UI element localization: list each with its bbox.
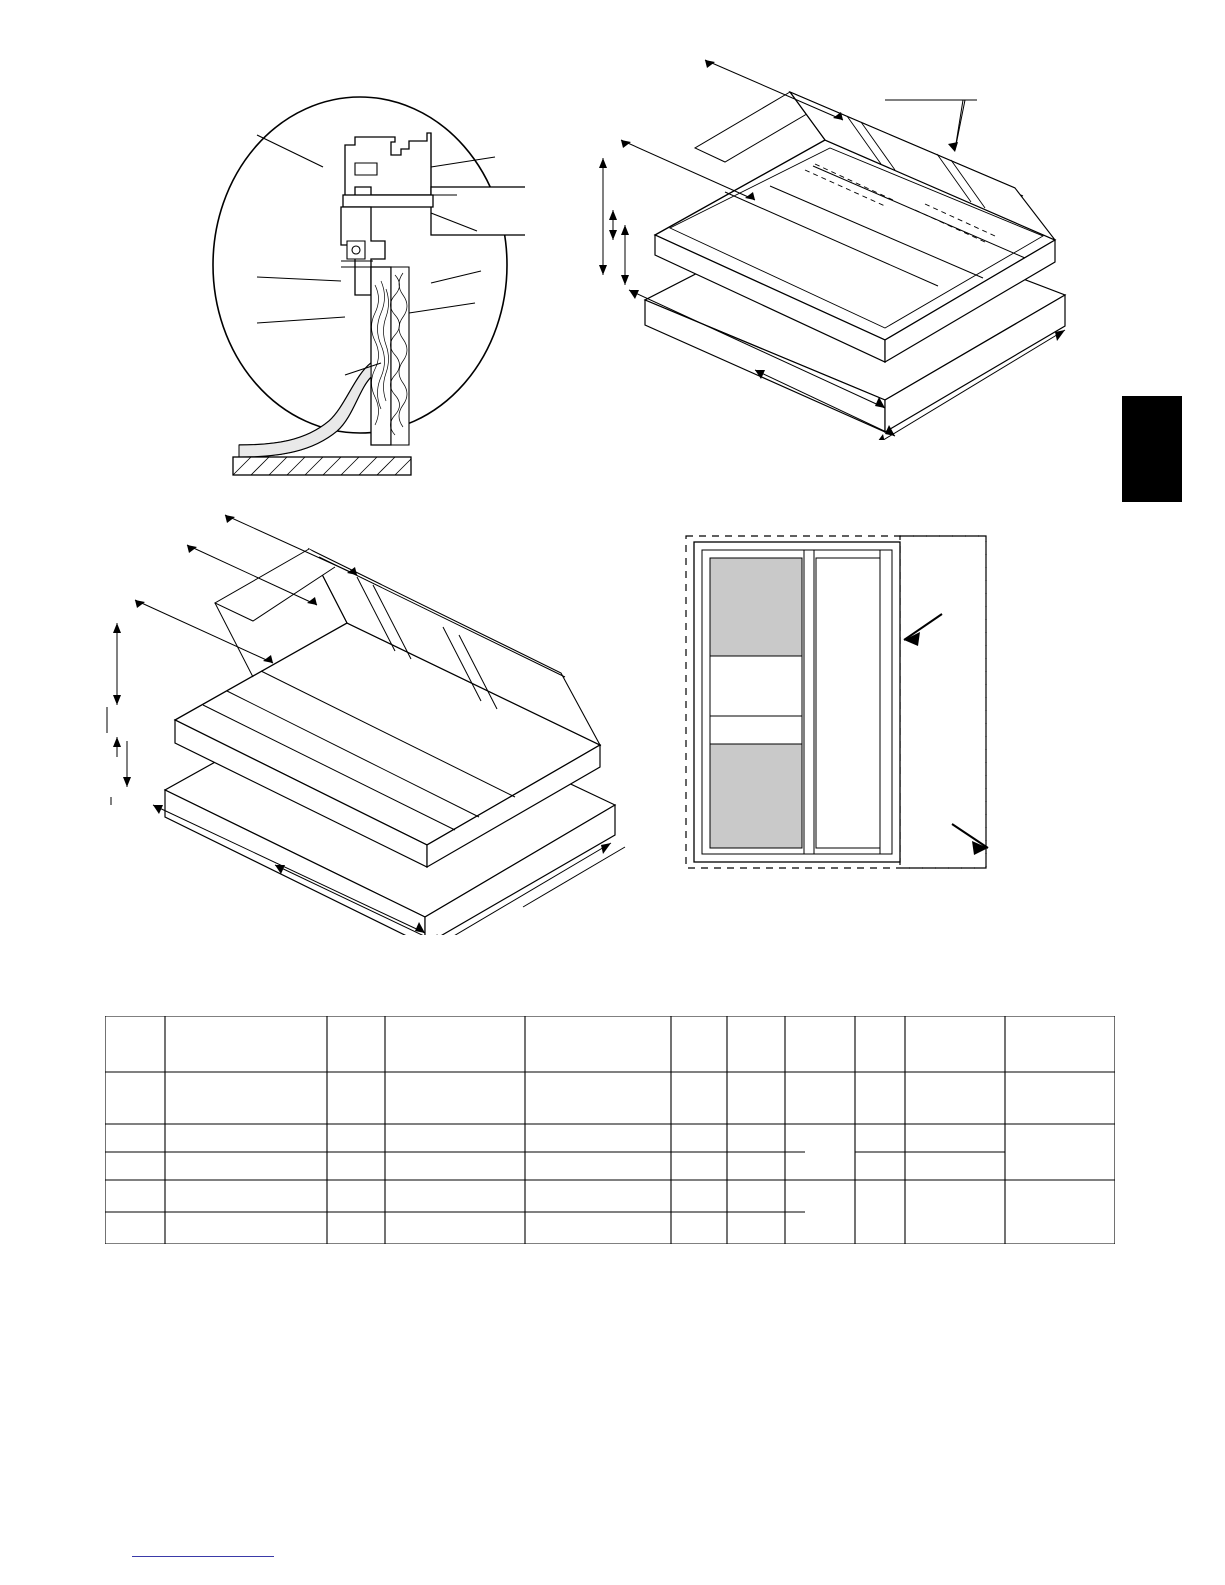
black-side-tab	[1122, 396, 1182, 502]
isometric-skylight-lower	[95, 505, 640, 935]
footer-rule	[132, 1556, 274, 1557]
isometric-skylight-upper	[585, 40, 1105, 440]
specification-table	[105, 1016, 1115, 1244]
oval-cutaway-detail	[195, 45, 525, 485]
plan-view-venting-panel	[680, 528, 1000, 878]
